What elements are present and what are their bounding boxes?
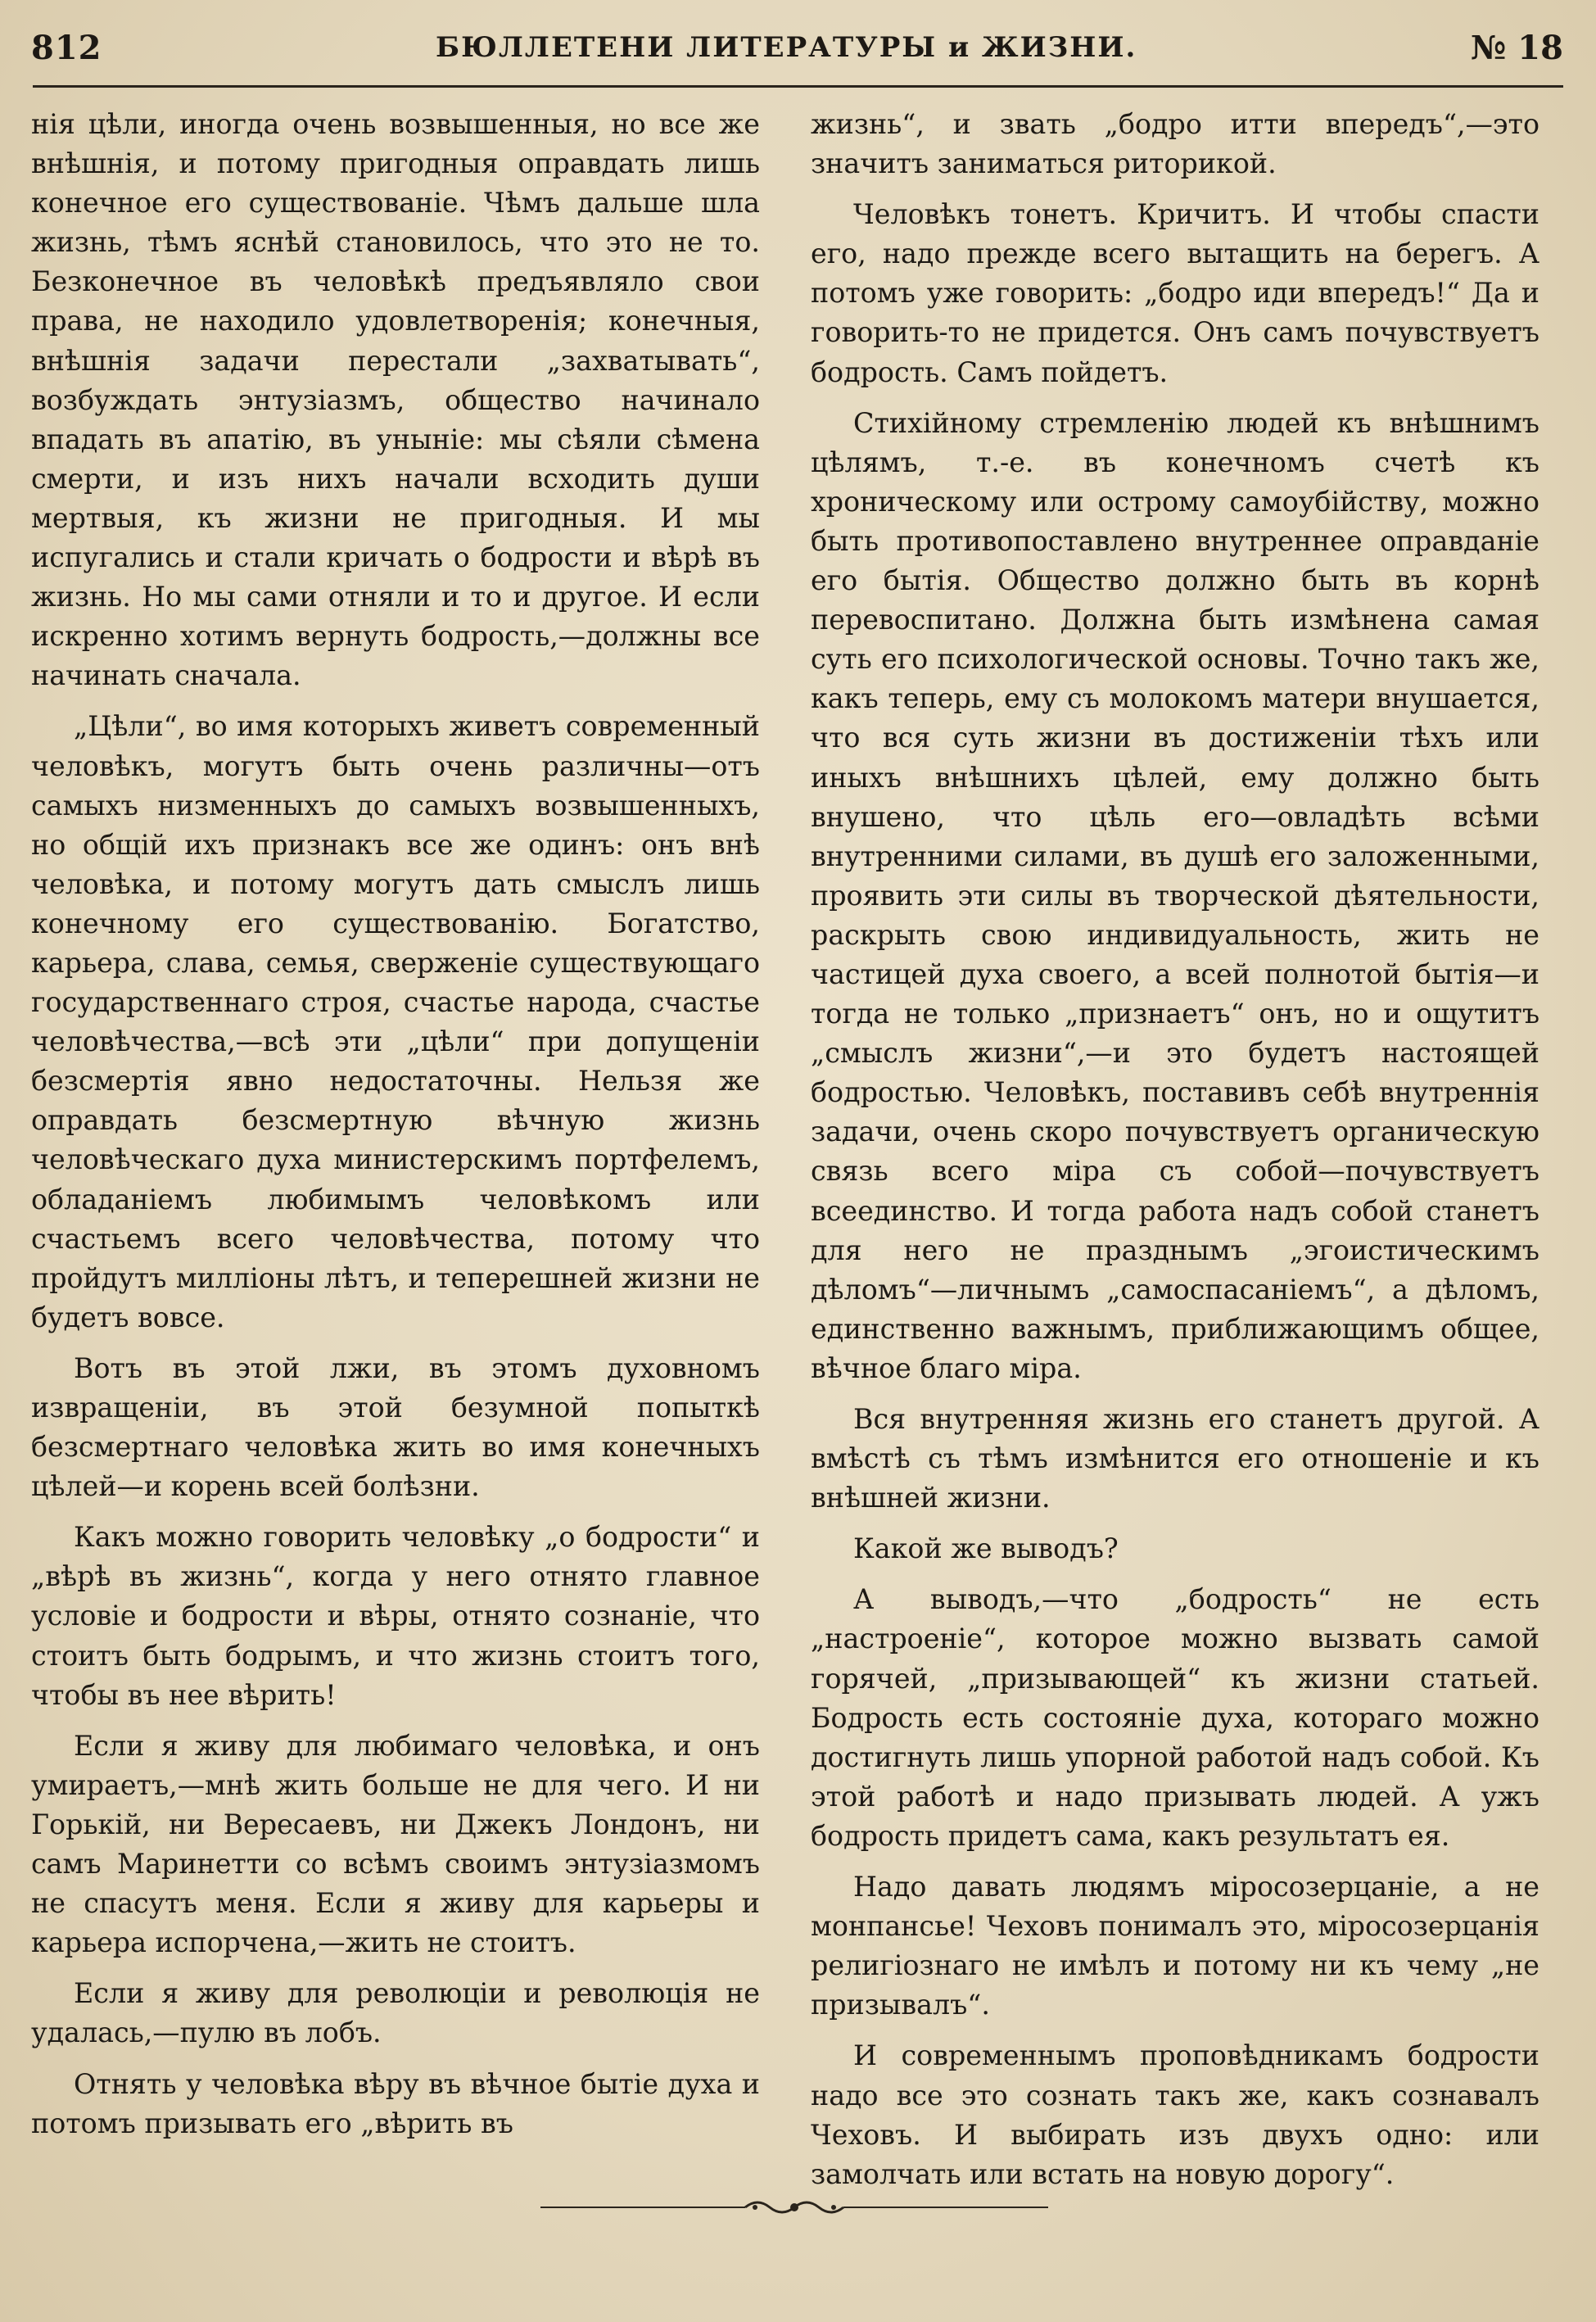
paragraph: Если я живу для революціи и революція не удалась,—пулю въ лобъ.: [31, 1977, 760, 2049]
paragraph: Какъ можно говорить человѣку „о бодрости“ и „вѣрѣ въ жизнь“, когда у него отнято главное условіе и бодрости и вѣры, отнято сознаніе, что стоитъ быть бодрымъ, и что жизнь стоитъ того, чтобы въ нее вѣрить!: [31, 1521, 760, 1711]
paragraph: „Цѣли“, во имя которыхъ живетъ современный человѣкъ, могутъ быть очень различны—отъ самыхъ низменныхъ до самыхъ возвышенныхъ, но общій ихъ признакъ все же одинъ: онъ внѣ человѣка, и потому могутъ дать смыслъ лишь конечному его существованію. Богатство, карьера, слава, семья, сверженіе существующаго государственнаго строя, счастье народа, счастье человѣчества,—всѣ эти „цѣли“ при допущеніи безсмертія явно недостаточны. Нельзя же оправдать безсмертную вѣчную жизнь человѣческаго духа министерскимъ портфелемъ, обладаніемъ любимымъ человѣкомъ или счастьемъ всего человѣчества, потому что пройдутъ милліоны лѣтъ, и теперешней жизни не будетъ вовсе.: [31, 710, 760, 1333]
paragraph: Какой же выводъ?: [853, 1532, 1119, 1565]
paragraph: Если я живу для любимаго человѣка, и онъ умираетъ,—мнѣ жить больше не для чего. И ни Горькій, ни Вересаевъ, ни Джекъ Лондонъ, ни самъ Маринетти со всѣмъ своимъ энтузіазмомъ не спасутъ меня. Если я живу для карьеры и карьера испорчена,—жить не стоитъ.: [31, 1729, 760, 1959]
paragraph: Вся внутренняя жизнь его станетъ другой. А вмѣстѣ съ тѣмъ измѣнится его отношеніе и къ внѣшней жизни.: [811, 1403, 1539, 1514]
paragraph: нія цѣли, иногда очень возвышенныя, но все же внѣшнія, и потому пригодныя оправдать лишь конечное его существованіе. Чѣмъ дальше шла жизнь, тѣмъ яснѣй становилось, что это не то. Безконечное въ человѣкѣ предъявляло свои права, не находило удовлетворенія; конечныя, внѣшнія задачи перестали „захватывать“, возбуждать энтузіазмъ, общество начинало впадать въ апатію, въ уныніе: мы сѣяли сѣмена смерти, и изъ нихъ начали всходить души мертвыя, къ жизни не пригодныя. И мы испугались и стали кричать о бодрости и вѣрѣ въ жизнь. Но мы сами отняли и то и другое. И если искренно хотимъ вернуть бодрость,—должны все начинать сначала.: [31, 108, 760, 692]
page-header: [31, 23, 1563, 72]
running-title: БЮЛЛЕТЕНИ ЛИТЕРАТУРЫ и ЖИЗНИ.: [436, 31, 1137, 64]
paragraph: Отнять у человѣка вѣру въ вѣчное бытіе духа и потомъ призывать его „вѣрить въ: [31, 2067, 760, 2139]
paragraph: И современнымъ проповѣдникамъ бодрости надо все это сознать такъ же, какъ сознавалъ Чеховъ. И выбирать изъ двухъ одно: или замолчать или встать на новую дорогу“.: [811, 2039, 1539, 2190]
left-column: [31, 105, 760, 2143]
paragraph: Вотъ въ этой лжи, въ этомъ духовномъ извращеніи, въ этой безумной попыткѣ безсмертнаго человѣка жить во имя конечныхъ цѣлей—и корень всей болѣзни.: [31, 1351, 760, 1503]
paragraph: жизнь“, и звать „бодро итти впередъ“,—это значитъ заниматься риторикой.: [811, 108, 1539, 180]
paragraph: Стихійному стремленію людей къ внѣшнимъ цѣлямъ, т.-е. въ конечномъ счетѣ къ хроническому или острому самоубійству, можно быть противопоставлено внутреннее оправданіе его бытія. Общество должно быть въ корнѣ перевоспитано. Должна быть измѣнена самая суть его психологической основы. Точно такъ же, какъ теперь, ему съ молокомъ матери внушается, что вся суть жизни въ достиженіи тѣхъ или иныхъ внѣшнихъ цѣлей, ему должно быть внушено, что цѣль его—овладѣть всѣми внутренними силами, въ душѣ его заложенными, проявить эти силы въ творческой дѣятельности, раскрыть свою индивидуальность, жить не частицей духа своего, а всей полнотой бытія—и тогда не только „признаетъ“ онъ, но и ощутитъ „смыслъ жизни“,—и это будетъ настоящей бодростью. Человѣкъ, поставивъ себѣ внутреннія задачи, очень скоро почувствуетъ органическую связь всего міра съ собой—почувствуетъ всеединство. И тогда работа надъ собой станетъ для него не празднымъ „эгоистическимъ дѣломъ“—личнымъ „самоспасаніемъ“, а дѣломъ, единственно важнымъ, приближающимъ общее, вѣчное благо міра.: [811, 406, 1539, 1384]
paragraph: Надо давать людямъ міросозерцаніе, а не монпансье! Чеховъ понималъ это, міросозерцанія религіознаго не имѣлъ и потому ни къ чему „не призывалъ“.: [811, 1871, 1539, 2021]
issue-number: № 18: [1470, 28, 1563, 67]
paragraph: Человѣкъ тонетъ. Кричитъ. И чтобы спасти его, надо прежде всего вытащить на берегъ. А потомъ уже говорить: „бодро иди впередъ!“ Да и говорить-то не придется. Онъ самъ почувствуетъ бодрость. Самъ пойдетъ.: [811, 198, 1539, 388]
right-column: [811, 105, 1539, 2194]
page-number: 812: [31, 28, 102, 67]
paragraph: А выводъ,—что „бодрость“ не есть „настроеніе“, которое можно вызвать самой горячей, „призывающей“ къ жизни статьей. Бодрость есть состояніе духа, котораго можно достигнуть лишь упорной работой надъ собой. Къ этой работѣ и надо призывать людей. А ужъ бодрость придетъ сама, какъ результатъ ея.: [811, 1583, 1539, 1852]
decorative-tailpiece-icon: [540, 2195, 1048, 2220]
header-rule: [33, 85, 1563, 88]
